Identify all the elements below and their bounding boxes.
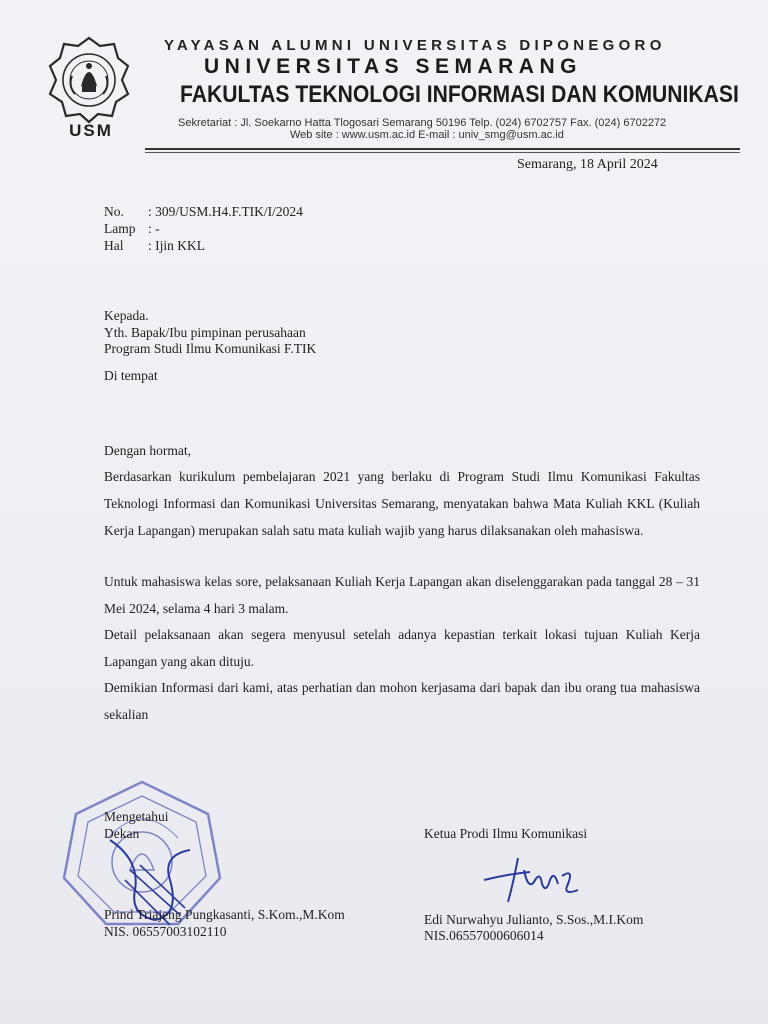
letter-meta bbox=[104, 203, 303, 254]
recipient-line: Kepada. bbox=[104, 308, 149, 323]
letterhead-divider bbox=[145, 148, 740, 150]
university-name: UNIVERSITAS SEMARANG bbox=[204, 55, 582, 78]
head-signature-icon bbox=[478, 850, 588, 910]
meta-key: Lamp bbox=[104, 221, 136, 236]
dean-name: Prind Triajeng Pungkasanti, S.Kom.,M.Kom bbox=[104, 907, 345, 922]
contact-line: Web site : www.usm.ac.id E-mail : univ_smg@usm.ac.id bbox=[290, 129, 564, 141]
greeting: Dengan hormat, bbox=[104, 443, 191, 458]
recipient-block bbox=[104, 308, 316, 358]
meta-value: : 309/USM.H4.F.TIK/I/2024 bbox=[148, 204, 303, 219]
meta-row-subject bbox=[104, 237, 303, 254]
body-paragraph: Berdasarkan kurikulum pembelajaran 2021 yang berlaku di Program Studi Ilmu Komunikasi Fakultas Teknologi Informasi dan Komunikasi Universitas Semarang, menyatakan bahwa Mata Kuliah KKL (Kuliah Kerja Lapangan) merupakan salah satu mata kuliah wajib yang harus dilaksanakan oleh mahasiswa. bbox=[104, 469, 700, 538]
address-line: Sekretariat : Jl. Soekarno Hatta Tlogosari Semarang 50196 Telp. (024) 6702757 Fax. (024) 6702272 bbox=[178, 117, 667, 129]
head-nis: NIS.06557000606014 bbox=[424, 928, 544, 943]
body-paragraph: Untuk mahasiswa kelas sore, pelaksanaan Kuliah Kerja Lapangan akan diselenggarakan pada tanggal 28 – 31 Mei 2024, selama 4 hari 3 malam. bbox=[104, 574, 700, 616]
letterhead-divider-thin bbox=[145, 152, 740, 153]
meta-key: Hal bbox=[104, 238, 124, 253]
recipient-line: Yth. Bapak/Ibu pimpinan perusahaan bbox=[104, 324, 306, 340]
foundation-name: YAYASAN ALUMNI UNIVERSITAS DIPONEGORO bbox=[164, 37, 666, 54]
body-paragraph: Demikian Informasi dari kami, atas perhatian dan mohon kerjasama dari bapak dan ibu orang tua mahasiswa sekalian bbox=[104, 680, 700, 722]
body-paragraph: Detail pelaksanaan akan segera menyusul setelah adanya kepastian terkait lokasi tujuan Kuliah Kerja Lapangan yang akan dituju. bbox=[104, 627, 700, 669]
recipient-place: Di tempat bbox=[104, 368, 158, 383]
meta-value: : - bbox=[148, 221, 160, 236]
meta-key: No. bbox=[104, 204, 124, 219]
dean-nis: NIS. 06557003102110 bbox=[104, 924, 227, 939]
dean-label: Dekan bbox=[104, 826, 140, 841]
dean-label-block bbox=[104, 808, 168, 842]
meta-value: : Ijin KKL bbox=[148, 238, 205, 253]
head-of-program-label: Ketua Prodi Ilmu Komunikasi bbox=[424, 826, 588, 841]
university-logo-icon bbox=[48, 36, 130, 124]
letter-date: Semarang, 18 April 2024 bbox=[517, 157, 658, 172]
meta-row-attachment bbox=[104, 220, 303, 237]
recipient-line: Program Studi Ilmu Komunikasi F.TIK bbox=[104, 341, 317, 356]
logo-text: USM bbox=[69, 121, 113, 140]
acknowledged-label: Mengetahui bbox=[104, 809, 169, 824]
head-name: Edi Nurwahyu Julianto, S.Sos.,M.I.Kom bbox=[424, 912, 644, 927]
faculty-name: FAKULTAS TEKNOLOGI INFORMASI DAN KOMUNIKASI bbox=[180, 81, 739, 108]
meta-row-number bbox=[104, 203, 303, 220]
